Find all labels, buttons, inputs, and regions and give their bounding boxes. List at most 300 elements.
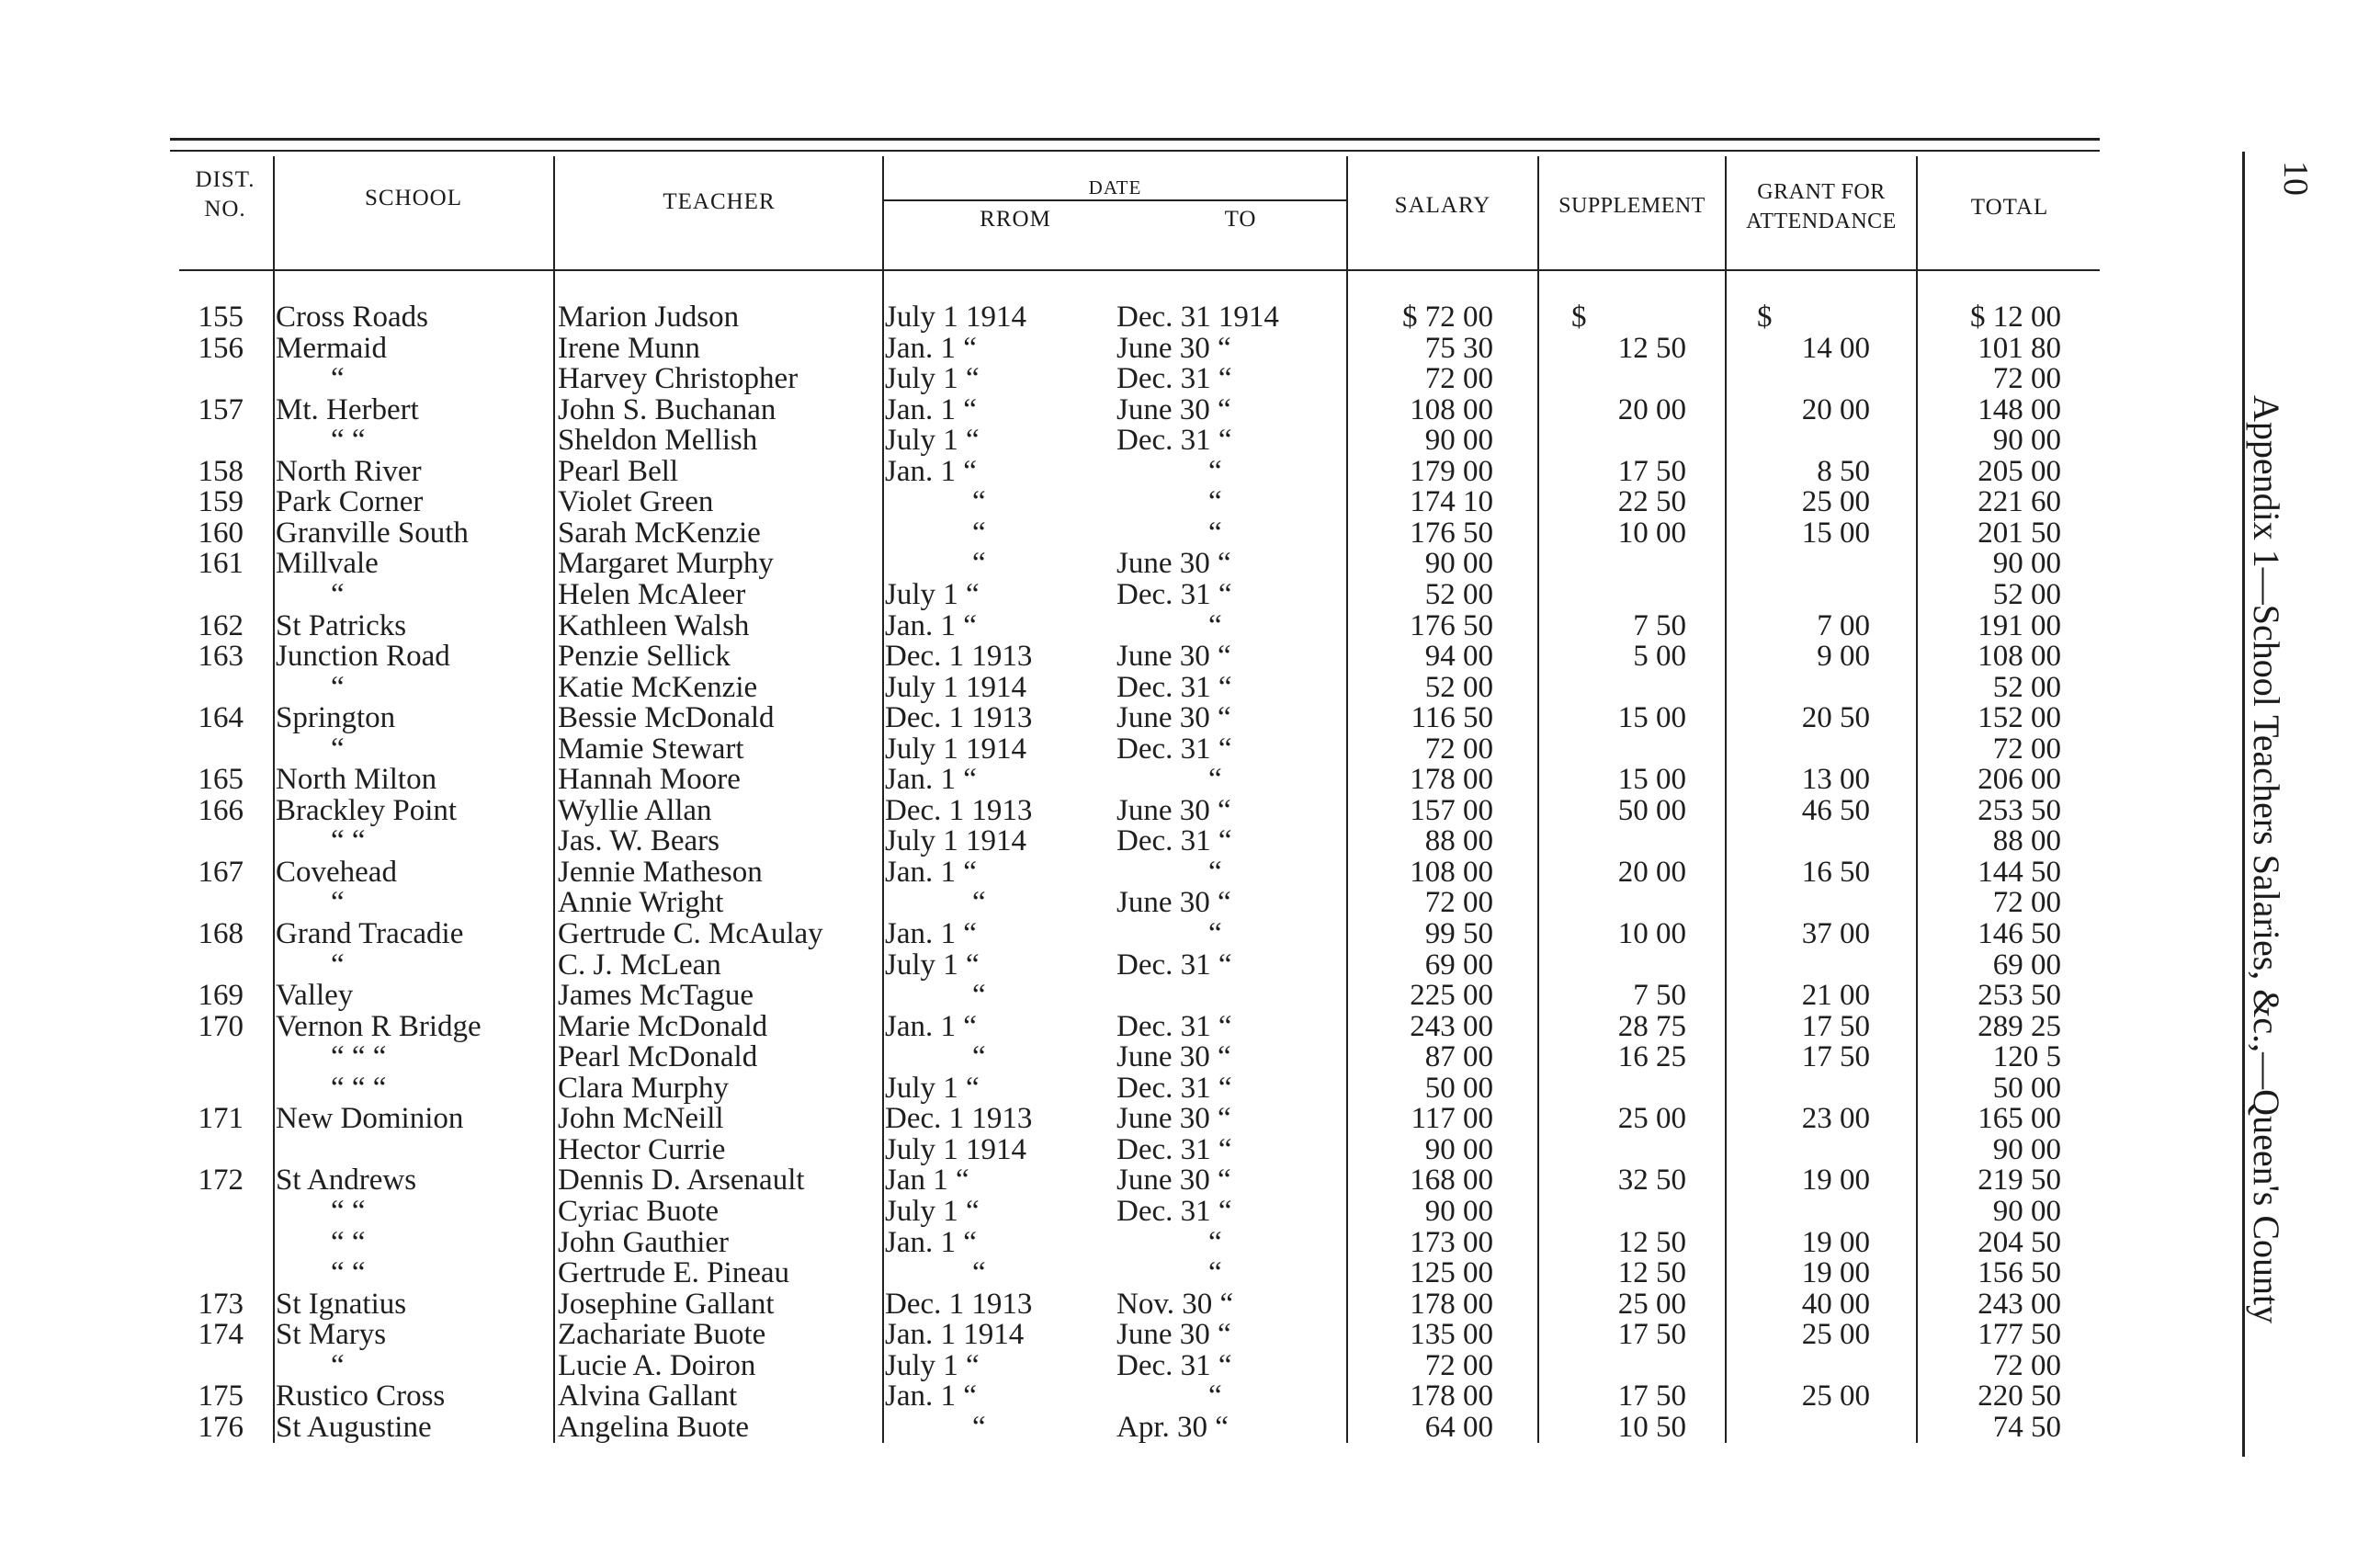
cell-school-name: Granville South <box>276 517 469 550</box>
cell-date-from: “ <box>972 1256 986 1289</box>
cell-date-from: Jan 1 “ <box>885 1164 969 1197</box>
cell-grant: 15 00 <box>1801 517 1870 550</box>
cell-salary: 178 00 <box>1410 763 1493 796</box>
cell-date-from: Jan. 1 “ <box>885 917 977 950</box>
cell-school-name: New Dominion <box>276 1102 464 1135</box>
cell-supplement: 15 00 <box>1617 701 1686 734</box>
cell-dist-no: 162 <box>198 609 244 642</box>
cell-date-to: Dec. 31 “ <box>1116 1072 1232 1105</box>
cell-total: 90 00 <box>1992 424 2061 457</box>
cell-date-from: July 1 1914 <box>885 671 1027 704</box>
cell-grant: $ <box>1757 301 1773 334</box>
cell-salary: 72 00 <box>1424 732 1493 766</box>
cell-supplement: 12 50 <box>1617 332 1686 365</box>
cell-salary: 157 00 <box>1410 794 1493 827</box>
cell-salary: 179 00 <box>1410 455 1493 488</box>
cell-dist-no: 160 <box>198 517 244 550</box>
cell-salary: 50 00 <box>1424 1072 1493 1105</box>
cell-date-to: June 30 “ <box>1116 332 1231 365</box>
cell-school-name: Brackley Point <box>276 794 458 827</box>
cell-date-to: June 30 “ <box>1116 393 1231 426</box>
cell-total: 120 5 <box>1992 1040 2061 1073</box>
cell-teacher-name: Alvina Gallant <box>558 1379 738 1413</box>
cell-grant: 21 00 <box>1801 979 1870 1012</box>
cell-dist-no: 173 <box>198 1288 244 1321</box>
cell-supplement: 20 00 <box>1617 393 1686 426</box>
cell-supplement: 32 50 <box>1617 1164 1686 1197</box>
cell-date-to: “ <box>1208 1226 1222 1259</box>
cell-teacher-name: Angelina Buote <box>558 1411 750 1444</box>
cell-date-from: Jan. 1 “ <box>885 763 977 796</box>
cell-grant: 37 00 <box>1801 917 1870 950</box>
cell-school-name: “ “ <box>331 824 366 857</box>
cell-date-to: Dec. 31 “ <box>1116 1349 1232 1382</box>
cell-school-name: North River <box>276 455 422 488</box>
cell-salary: 90 00 <box>1424 1195 1493 1228</box>
cell-grant: 14 00 <box>1801 332 1870 365</box>
cell-total: 152 00 <box>1978 701 2061 734</box>
cell-teacher-name: John S. Buchanan <box>558 393 776 426</box>
cell-school-name: St Ignatius <box>276 1288 407 1321</box>
cell-grant: 46 50 <box>1801 794 1870 827</box>
cell-date-from: Dec. 1 1913 <box>885 1102 1033 1135</box>
cell-total: 205 00 <box>1978 455 2061 488</box>
cell-salary: 64 00 <box>1424 1411 1493 1444</box>
cell-date-from: July 1 1914 <box>885 732 1027 766</box>
cell-date-from: Jan. 1 “ <box>885 609 977 642</box>
cell-date-to: June 30 “ <box>1116 1040 1231 1073</box>
cell-date-to: “ <box>1208 917 1222 950</box>
cell-total: 52 00 <box>1992 671 2061 704</box>
cell-date-to: Dec. 31 “ <box>1116 1133 1232 1166</box>
cell-school-name: Rustico Cross <box>276 1379 446 1413</box>
cell-dist-no: 171 <box>198 1102 244 1135</box>
cell-date-from: Dec. 1 1913 <box>885 701 1033 734</box>
cell-school-name: St Marys <box>276 1318 387 1351</box>
cell-supplement: 17 50 <box>1617 1318 1686 1351</box>
cell-supplement: 7 50 <box>1633 609 1686 642</box>
cell-salary: 176 50 <box>1410 609 1493 642</box>
cell-grant: 25 00 <box>1801 1379 1870 1413</box>
cell-date-to: June 30 “ <box>1116 701 1231 734</box>
cell-date-from: July 1 “ <box>885 424 980 457</box>
cell-total: 144 50 <box>1978 856 2061 889</box>
cell-date-from: “ <box>972 517 986 550</box>
cell-teacher-name: Gertrude C. McAulay <box>558 917 823 950</box>
cell-salary: 52 00 <box>1424 578 1493 611</box>
cell-salary: 117 00 <box>1411 1102 1493 1135</box>
cell-teacher-name: Annie Wright <box>558 886 724 919</box>
cell-supplement: 12 50 <box>1617 1226 1686 1259</box>
cell-dist-no: 172 <box>198 1164 244 1197</box>
cell-date-to: Dec. 31 “ <box>1116 671 1232 704</box>
cell-salary: 72 00 <box>1424 886 1493 919</box>
cell-school-name: St Augustine <box>276 1411 432 1444</box>
cell-total: 88 00 <box>1992 824 2061 857</box>
cell-date-from: Dec. 1 1913 <box>885 794 1033 827</box>
cell-date-to: Apr. 30 “ <box>1116 1411 1229 1444</box>
cell-school-name: Springton <box>276 701 396 734</box>
cell-date-from: “ <box>972 485 986 518</box>
cell-school-name: Millvale <box>276 547 379 580</box>
cell-salary: 87 00 <box>1424 1040 1493 1073</box>
cell-grant: 17 50 <box>1801 1010 1870 1043</box>
cell-total: 90 00 <box>1992 1133 2061 1166</box>
cell-total: $ 12 00 <box>1970 301 2061 334</box>
header-dist-line2: NO. <box>204 197 246 221</box>
cell-teacher-name: Zachariate Buote <box>558 1318 766 1351</box>
cell-total: 177 50 <box>1978 1318 2061 1351</box>
cell-date-to: Dec. 31 “ <box>1116 732 1232 766</box>
cell-teacher-name: Margaret Murphy <box>558 547 774 580</box>
cell-school-name: Covehead <box>276 856 397 889</box>
cell-school-name: Mermaid <box>276 332 387 365</box>
header-supplement: SUPPLEMENT <box>1558 194 1706 218</box>
cell-dist-no: 168 <box>198 917 244 950</box>
cell-date-from: July 1 “ <box>885 1349 980 1382</box>
cell-total: 69 00 <box>1992 948 2061 982</box>
cell-date-to: “ <box>1208 1256 1222 1289</box>
header-grant-line1: GRANT FOR <box>1757 180 1886 204</box>
cell-school-name: Cross Roads <box>276 301 428 334</box>
cell-salary: 69 00 <box>1424 948 1493 982</box>
cell-date-to: Dec. 31 “ <box>1116 424 1232 457</box>
cell-dist-no: 167 <box>198 856 244 889</box>
cell-grant: 8 50 <box>1817 455 1870 488</box>
page-number: 10 <box>2276 161 2315 196</box>
cell-school-name: North Milton <box>276 763 437 796</box>
cell-date-from: “ <box>972 1411 986 1444</box>
cell-teacher-name: Hannah Moore <box>558 763 741 796</box>
cell-dist-no: 155 <box>198 301 244 334</box>
cell-total: 146 50 <box>1978 917 2061 950</box>
cell-dist-no: 161 <box>198 547 244 580</box>
header-from: RROM <box>980 207 1051 232</box>
cell-total: 253 50 <box>1978 794 2061 827</box>
cell-salary: 108 00 <box>1410 393 1493 426</box>
cell-dist-no: 174 <box>198 1318 244 1351</box>
cell-school-name: Junction Road <box>276 640 450 673</box>
cell-date-to: Dec. 31 “ <box>1116 578 1232 611</box>
cell-salary: 176 50 <box>1410 517 1493 550</box>
header-to: TO <box>1224 207 1257 232</box>
header-date: DATE <box>1088 176 1142 199</box>
cell-supplement: 25 00 <box>1617 1102 1686 1135</box>
cell-date-to: Dec. 31 “ <box>1116 948 1232 982</box>
cell-grant: 25 00 <box>1801 485 1870 518</box>
cell-date-to: June 30 “ <box>1116 1318 1231 1351</box>
cell-total: 206 00 <box>1978 763 2061 796</box>
cell-date-to: Dec. 31 “ <box>1116 1010 1232 1043</box>
cell-dist-no: 156 <box>198 332 244 365</box>
cell-salary: 173 00 <box>1410 1226 1493 1259</box>
cell-date-to: June 30 “ <box>1116 640 1231 673</box>
cell-supplement: 20 00 <box>1617 856 1686 889</box>
cell-supplement: 5 00 <box>1633 640 1686 673</box>
cell-school-name: “ <box>331 732 345 766</box>
cell-grant: 7 00 <box>1817 609 1870 642</box>
cell-teacher-name: Helen McAleer <box>558 578 746 611</box>
cell-teacher-name: Violet Green <box>558 485 714 518</box>
cell-date-from: Jan. 1 “ <box>885 393 977 426</box>
cell-date-to: Dec. 31 “ <box>1116 362 1232 395</box>
cell-teacher-name: Lucie A. Doiron <box>558 1349 756 1382</box>
cell-date-from: July 1 “ <box>885 578 980 611</box>
cell-salary: 88 00 <box>1424 824 1493 857</box>
cell-total: 156 50 <box>1978 1256 2061 1289</box>
cell-school-name: “ <box>331 886 345 919</box>
side-title: Appendix 1—School Teachers Salaries, &c.,—Queen's County <box>2246 395 2287 1324</box>
cell-salary: 125 00 <box>1410 1256 1493 1289</box>
cell-supplement: 25 00 <box>1617 1288 1686 1321</box>
cell-supplement: 17 50 <box>1617 1379 1686 1413</box>
cell-school-name: “ <box>331 1349 345 1382</box>
cell-date-from: Jan. 1 “ <box>885 1010 977 1043</box>
cell-teacher-name: Cyriac Buote <box>558 1195 720 1228</box>
cell-dist-no: 165 <box>198 763 244 796</box>
cell-date-from: “ <box>972 886 986 919</box>
cell-teacher-name: Irene Munn <box>558 332 700 365</box>
cell-salary: 108 00 <box>1410 856 1493 889</box>
cell-salary: 178 00 <box>1410 1288 1493 1321</box>
cell-date-from: July 1 1914 <box>885 824 1027 857</box>
cell-date-from: July 1 “ <box>885 362 980 395</box>
cell-date-from: July 1 “ <box>885 1195 980 1228</box>
cell-school-name: Park Corner <box>276 485 424 518</box>
cell-grant: 20 00 <box>1801 393 1870 426</box>
cell-total: 72 00 <box>1992 1349 2061 1382</box>
cell-total: 72 00 <box>1992 886 2061 919</box>
header-salary: SALARY <box>1394 193 1491 218</box>
cell-school-name: “ <box>331 362 345 395</box>
cell-date-from: Jan. 1 1914 <box>885 1318 1025 1351</box>
cell-grant: 20 50 <box>1801 701 1870 734</box>
cell-grant: 16 50 <box>1801 856 1870 889</box>
cell-supplement: 10 50 <box>1617 1411 1686 1444</box>
cell-date-from: “ <box>972 979 986 1012</box>
cell-total: 108 00 <box>1978 640 2061 673</box>
header-grant-line2: ATTENDANCE <box>1746 210 1897 233</box>
cell-school-name: “ “ “ <box>331 1072 387 1105</box>
cell-teacher-name: Penzie Sellick <box>558 640 731 673</box>
cell-teacher-name: Gertrude E. Pineau <box>558 1256 789 1289</box>
cell-date-to: Dec. 31 “ <box>1116 824 1232 857</box>
cell-teacher-name: James McTague <box>558 979 754 1012</box>
cell-school-name: “ “ <box>331 1226 366 1259</box>
cell-school-name: St Patricks <box>276 609 407 642</box>
cell-total: 74 50 <box>1992 1411 2061 1444</box>
cell-total: 191 00 <box>1978 609 2061 642</box>
cell-total: 253 50 <box>1978 979 2061 1012</box>
cell-total: 90 00 <box>1992 1195 2061 1228</box>
cell-teacher-name: Josephine Gallant <box>558 1288 775 1321</box>
cell-total: 52 00 <box>1992 578 2061 611</box>
cell-total: 220 50 <box>1978 1379 2061 1413</box>
cell-grant: 25 00 <box>1801 1318 1870 1351</box>
cell-teacher-name: Kathleen Walsh <box>558 609 750 642</box>
cell-date-to: “ <box>1208 1379 1222 1413</box>
cell-dist-no: 169 <box>198 979 244 1012</box>
cell-salary: 243 00 <box>1410 1010 1493 1043</box>
cell-dist-no: 163 <box>198 640 244 673</box>
cell-school-name: Valley <box>276 979 354 1012</box>
cell-salary: 116 50 <box>1411 701 1493 734</box>
cell-date-from: Jan. 1 “ <box>885 455 977 488</box>
cell-total: 50 00 <box>1992 1072 2061 1105</box>
cell-date-to: “ <box>1208 455 1222 488</box>
cell-salary: $ 72 00 <box>1402 301 1493 334</box>
cell-teacher-name: Jas. W. Bears <box>558 824 720 857</box>
cell-salary: 90 00 <box>1424 547 1493 580</box>
cell-salary: 174 10 <box>1410 485 1493 518</box>
cell-teacher-name: Katie McKenzie <box>558 671 758 704</box>
cell-salary: 75 30 <box>1424 332 1493 365</box>
cell-salary: 90 00 <box>1424 424 1493 457</box>
cell-supplement: 17 50 <box>1617 455 1686 488</box>
cell-total: 204 50 <box>1978 1226 2061 1259</box>
cell-date-from: Jan. 1 “ <box>885 1226 977 1259</box>
cell-dist-no: 170 <box>198 1010 244 1043</box>
cell-date-from: July 1 1914 <box>885 1133 1027 1166</box>
cell-date-from: “ <box>972 547 986 580</box>
cell-date-to: “ <box>1208 763 1222 796</box>
cell-salary: 168 00 <box>1410 1164 1493 1197</box>
cell-school-name: Vernon R Bridge <box>276 1010 482 1043</box>
header-school: SCHOOL <box>364 186 462 210</box>
cell-grant: 17 50 <box>1801 1040 1870 1073</box>
cell-grant: 9 00 <box>1817 640 1870 673</box>
cell-school-name: “ <box>331 671 345 704</box>
cell-teacher-name: Wyllie Allan <box>558 794 712 827</box>
cell-supplement: 16 25 <box>1617 1040 1686 1073</box>
cell-teacher-name: Pearl Bell <box>558 455 679 488</box>
cell-date-to: Dec. 31 “ <box>1116 1195 1232 1228</box>
cell-dist-no: 176 <box>198 1411 244 1444</box>
cell-supplement: 22 50 <box>1617 485 1686 518</box>
cell-date-to: Nov. 30 “ <box>1116 1288 1234 1321</box>
cell-teacher-name: Jennie Matheson <box>558 856 763 889</box>
cell-total: 90 00 <box>1992 547 2061 580</box>
cell-dist-no: 164 <box>198 701 244 734</box>
cell-date-to: “ <box>1208 485 1222 518</box>
cell-salary: 90 00 <box>1424 1133 1493 1166</box>
cell-school-name: “ “ “ <box>331 1040 387 1073</box>
cell-teacher-name: Marie McDonald <box>558 1010 768 1043</box>
cell-date-from: Jan. 1 “ <box>885 856 977 889</box>
cell-date-to: “ <box>1208 856 1222 889</box>
cell-date-to: June 30 “ <box>1116 547 1231 580</box>
cell-date-from: Jan. 1 “ <box>885 332 977 365</box>
cell-grant: 23 00 <box>1801 1102 1870 1135</box>
cell-salary: 94 00 <box>1424 640 1493 673</box>
cell-total: 219 50 <box>1978 1164 2061 1197</box>
cell-date-to: “ <box>1208 517 1222 550</box>
cell-teacher-name: Clara Murphy <box>558 1072 730 1105</box>
cell-dist-no: 157 <box>198 393 244 426</box>
cell-date-from: Jan. 1 “ <box>885 1379 977 1413</box>
cell-salary: 52 00 <box>1424 671 1493 704</box>
cell-salary: 135 00 <box>1410 1318 1493 1351</box>
cell-teacher-name: Bessie McDonald <box>558 701 775 734</box>
cell-total: 201 50 <box>1978 517 2061 550</box>
cell-teacher-name: Harvey Christopher <box>558 362 799 395</box>
cell-dist-no: 159 <box>198 485 244 518</box>
cell-teacher-name: Mamie Stewart <box>558 732 744 766</box>
cell-total: 165 00 <box>1978 1102 2061 1135</box>
cell-supplement: 10 00 <box>1617 917 1686 950</box>
cell-grant: 19 00 <box>1801 1226 1870 1259</box>
cell-supplement: 7 50 <box>1633 979 1686 1012</box>
cell-dist-no: 175 <box>198 1379 244 1413</box>
cell-date-to: Dec. 31 1914 <box>1116 301 1279 334</box>
cell-total: 243 00 <box>1978 1288 2061 1321</box>
cell-supplement: 12 50 <box>1617 1256 1686 1289</box>
header-dist-line1: DIST. <box>195 167 255 192</box>
cell-teacher-name: Pearl McDonald <box>558 1040 758 1073</box>
cell-teacher-name: C. J. McLean <box>558 948 721 982</box>
cell-school-name: “ “ <box>331 1195 366 1228</box>
cell-teacher-name: Marion Judson <box>558 301 740 334</box>
cell-salary: 225 00 <box>1410 979 1493 1012</box>
cell-teacher-name: John McNeill <box>558 1102 724 1135</box>
cell-supplement: 15 00 <box>1617 763 1686 796</box>
cell-grant: 13 00 <box>1801 763 1870 796</box>
cell-grant: 40 00 <box>1801 1288 1870 1321</box>
cell-teacher-name: Hector Currie <box>558 1133 726 1166</box>
cell-date-to: June 30 “ <box>1116 1102 1231 1135</box>
cell-teacher-name: John Gauthier <box>558 1226 730 1259</box>
cell-dist-no: 158 <box>198 455 244 488</box>
cell-supplement: 50 00 <box>1617 794 1686 827</box>
cell-school-name: St Andrews <box>276 1164 417 1197</box>
header-total: TOTAL <box>1970 195 2049 220</box>
cell-supplement: 10 00 <box>1617 517 1686 550</box>
cell-date-from: July 1 1914 <box>885 301 1027 334</box>
cell-grant: 19 00 <box>1801 1164 1870 1197</box>
cell-grant: 19 00 <box>1801 1256 1870 1289</box>
cell-teacher-name: Dennis D. Arsenault <box>558 1164 805 1197</box>
cell-date-from: “ <box>972 1040 986 1073</box>
cell-school-name: “ <box>331 948 345 982</box>
cell-date-from: Dec. 1 1913 <box>885 1288 1033 1321</box>
cell-salary: 178 00 <box>1410 1379 1493 1413</box>
cell-total: 148 00 <box>1978 393 2061 426</box>
cell-total: 101 80 <box>1978 332 2061 365</box>
cell-supplement: $ <box>1571 301 1587 334</box>
cell-supplement: 28 75 <box>1617 1010 1686 1043</box>
cell-date-to: June 30 “ <box>1116 794 1231 827</box>
cell-total: 221 60 <box>1978 485 2061 518</box>
cell-date-to: June 30 “ <box>1116 1164 1231 1197</box>
cell-school-name: “ <box>331 578 345 611</box>
cell-total: 72 00 <box>1992 362 2061 395</box>
cell-school-name: “ “ <box>331 1256 366 1289</box>
cell-date-to: June 30 “ <box>1116 886 1231 919</box>
header-teacher: TEACHER <box>663 189 776 214</box>
cell-school-name: “ “ <box>331 424 366 457</box>
cell-date-from: July 1 “ <box>885 948 980 982</box>
cell-salary: 99 50 <box>1424 917 1493 950</box>
cell-dist-no: 166 <box>198 794 244 827</box>
cell-salary: 72 00 <box>1424 362 1493 395</box>
cell-date-from: July 1 “ <box>885 1072 980 1105</box>
cell-salary: 72 00 <box>1424 1349 1493 1382</box>
cell-school-name: Mt. Herbert <box>276 393 419 426</box>
cell-teacher-name: Sheldon Mellish <box>558 424 758 457</box>
cell-total: 289 25 <box>1978 1010 2061 1043</box>
cell-total: 72 00 <box>1992 732 2061 766</box>
cell-school-name: Grand Tracadie <box>276 917 464 950</box>
